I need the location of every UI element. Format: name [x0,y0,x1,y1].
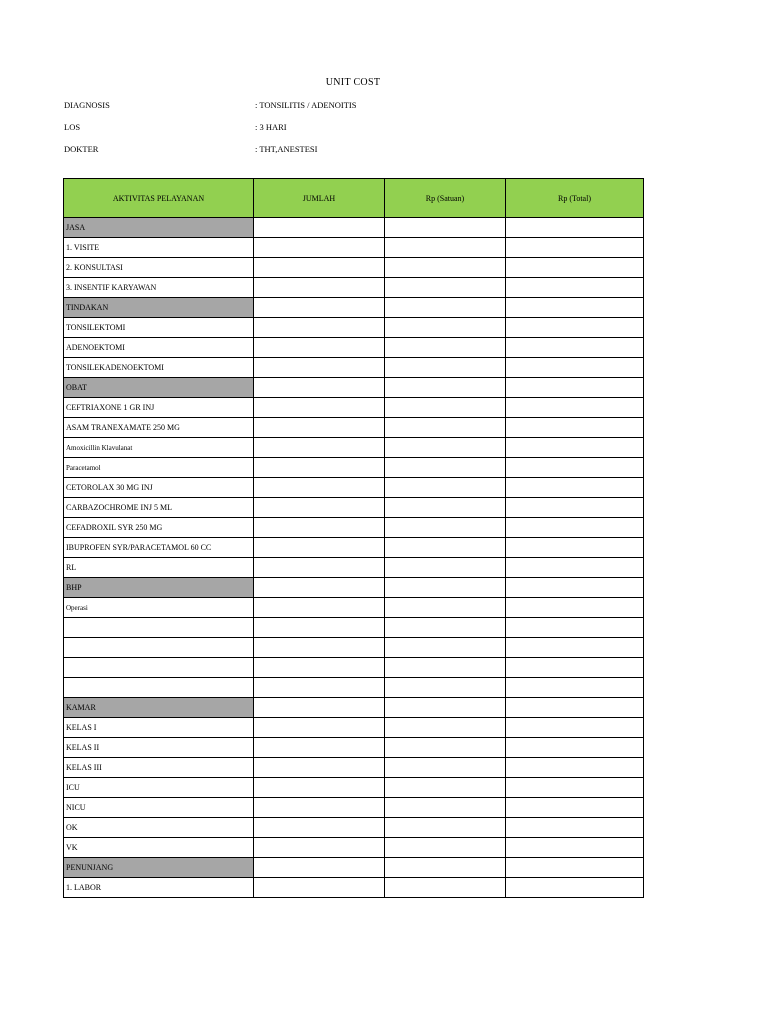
row-label [64,678,254,698]
jumlah-cell [254,498,385,518]
section-row [64,578,644,598]
row-label: 2. KONSULTASI [64,258,254,278]
rp-total-cell [506,238,644,258]
rp-total-cell [506,758,644,778]
row-label: Paracetamol [64,458,254,478]
rp-satuan-cell [385,458,506,478]
rp-total-cell [506,258,644,278]
row-label [64,618,254,638]
table-row [64,398,644,418]
rp-total-cell [506,698,644,718]
rp-total-cell [506,318,644,338]
diagnosis-value: : TONSILITIS / ADENOITIS [255,100,357,110]
row-label [64,658,254,678]
meta-dokter [64,144,664,158]
row-label: KELAS II [64,738,254,758]
rp-satuan-cell [385,518,506,538]
row-label: KELAS I [64,718,254,738]
rp-total-cell [506,398,644,418]
table-row [64,598,644,618]
rp-satuan-cell [385,858,506,878]
jumlah-cell [254,858,385,878]
section-row [64,378,644,398]
table-row [64,878,644,898]
rp-total-cell [506,658,644,678]
table-row [64,658,644,678]
row-label: NICU [64,798,254,818]
rp-satuan-cell [385,718,506,738]
row-label: CEFADROXIL SYR 250 MG [64,518,254,538]
jumlah-cell [254,418,385,438]
row-label: 1. VISITE [64,238,254,258]
rp-total-cell [506,278,644,298]
jumlah-cell [254,278,385,298]
jumlah-cell [254,878,385,898]
rp-total-cell [506,858,644,878]
rp-satuan-cell [385,638,506,658]
table-row [64,498,644,518]
section-label: PENUNJANG [64,858,254,878]
section-row [64,218,644,238]
table-row [64,338,644,358]
table-row [64,838,644,858]
section-row [64,698,644,718]
jumlah-cell [254,818,385,838]
table-row [64,318,644,338]
table-header-row [64,179,644,218]
rp-total-cell [506,518,644,538]
table-row [64,418,644,438]
rp-total-cell [506,458,644,478]
jumlah-cell [254,538,385,558]
table-row [64,538,644,558]
jumlah-cell [254,378,385,398]
document-title: UNIT COST [325,77,381,88]
rp-satuan-cell [385,218,506,238]
rp-satuan-cell [385,398,506,418]
jumlah-cell [254,758,385,778]
section-row [64,298,644,318]
rp-satuan-cell [385,878,506,898]
header-rp-satuan: Rp (Satuan) [385,179,506,218]
unit-cost-table [63,178,644,898]
rp-total-cell [506,438,644,458]
section-label: KAMAR [64,698,254,718]
row-label: IBUPROFEN SYR/PARACETAMOL 60 CC [64,538,254,558]
rp-satuan-cell [385,278,506,298]
row-label: ASAM TRANEXAMATE 250 MG [64,418,254,438]
rp-satuan-cell [385,418,506,438]
jumlah-cell [254,438,385,458]
rp-satuan-cell [385,778,506,798]
section-label: JASA [64,218,254,238]
rp-satuan-cell [385,538,506,558]
table-row [64,618,644,638]
rp-satuan-cell [385,338,506,358]
rp-satuan-cell [385,658,506,678]
row-label: VK [64,838,254,858]
rp-satuan-cell [385,838,506,858]
dokter-label: DOKTER [64,144,99,154]
table-row [64,458,644,478]
table-row [64,678,644,698]
section-row [64,858,644,878]
jumlah-cell [254,798,385,818]
rp-satuan-cell [385,798,506,818]
jumlah-cell [254,598,385,618]
table-row [64,558,644,578]
jumlah-cell [254,738,385,758]
table-row [64,438,644,458]
rp-total-cell [506,738,644,758]
header-rp-total: Rp (Total) [506,179,644,218]
rp-total-cell [506,778,644,798]
los-value: : 3 HARI [255,122,287,132]
rp-total-cell [506,218,644,238]
rp-total-cell [506,638,644,658]
section-label: TINDAKAN [64,298,254,318]
rp-satuan-cell [385,818,506,838]
table-row [64,798,644,818]
jumlah-cell [254,398,385,418]
rp-total-cell [506,498,644,518]
rp-total-cell [506,818,644,838]
table-row [64,518,644,538]
rp-satuan-cell [385,738,506,758]
rp-total-cell [506,838,644,858]
rp-total-cell [506,578,644,598]
rp-satuan-cell [385,378,506,398]
rp-total-cell [506,338,644,358]
rp-satuan-cell [385,578,506,598]
row-label: KELAS III [64,758,254,778]
rp-total-cell [506,358,644,378]
section-label: OBAT [64,378,254,398]
row-label: 1. LABOR [64,878,254,898]
jumlah-cell [254,718,385,738]
rp-satuan-cell [385,678,506,698]
row-label: TONSILEKADENOEKTOMI [64,358,254,378]
rp-satuan-cell [385,438,506,458]
rp-satuan-cell [385,618,506,638]
rp-total-cell [506,418,644,438]
row-label: ADENOEKTOMI [64,338,254,358]
jumlah-cell [254,358,385,378]
row-label: 3. INSENTIF KARYAWAN [64,278,254,298]
diagnosis-label: DIAGNOSIS [64,100,110,110]
jumlah-cell [254,218,385,238]
rp-total-cell [506,798,644,818]
jumlah-cell [254,578,385,598]
jumlah-cell [254,238,385,258]
row-label: RL [64,558,254,578]
row-label: CARBAZOCHROME INJ 5 ML [64,498,254,518]
rp-total-cell [506,878,644,898]
rp-total-cell [506,598,644,618]
rp-total-cell [506,478,644,498]
dokter-value: : THT,ANESTESI [255,144,318,154]
jumlah-cell [254,558,385,578]
header-jumlah: JUMLAH [254,179,385,218]
rp-total-cell [506,298,644,318]
jumlah-cell [254,778,385,798]
rp-total-cell [506,618,644,638]
row-label: CEFTRIAXONE 1 GR INJ [64,398,254,418]
jumlah-cell [254,478,385,498]
rp-satuan-cell [385,238,506,258]
table-row [64,478,644,498]
table-row [64,738,644,758]
rp-satuan-cell [385,558,506,578]
row-label: CETOROLAX 30 MG INJ [64,478,254,498]
rp-satuan-cell [385,358,506,378]
jumlah-cell [254,678,385,698]
table-row [64,818,644,838]
table-row [64,278,644,298]
jumlah-cell [254,338,385,358]
row-label [64,638,254,658]
rp-satuan-cell [385,258,506,278]
rp-satuan-cell [385,758,506,778]
rp-satuan-cell [385,298,506,318]
section-label: BHP [64,578,254,598]
rp-total-cell [506,538,644,558]
jumlah-cell [254,838,385,858]
table-row [64,358,644,378]
rp-satuan-cell [385,478,506,498]
jumlah-cell [254,318,385,338]
table-row [64,758,644,778]
jumlah-cell [254,658,385,678]
rp-satuan-cell [385,598,506,618]
jumlah-cell [254,638,385,658]
row-label: Operasi [64,598,254,618]
jumlah-cell [254,258,385,278]
rp-total-cell [506,678,644,698]
meta-diagnosis [64,100,664,114]
table-row [64,638,644,658]
jumlah-cell [254,458,385,478]
rp-satuan-cell [385,498,506,518]
jumlah-cell [254,298,385,318]
rp-total-cell [506,378,644,398]
row-label: ICU [64,778,254,798]
row-label: OK [64,818,254,838]
jumlah-cell [254,518,385,538]
los-label: LOS [64,122,81,132]
table-row [64,238,644,258]
header-aktivitas: AKTIVITAS PELAYANAN [64,179,254,218]
rp-total-cell [506,718,644,738]
table-row [64,258,644,278]
jumlah-cell [254,618,385,638]
row-label: Amoxicillin Klavulanat [64,438,254,458]
row-label: TONSILEKTOMI [64,318,254,338]
meta-los [64,122,664,136]
rp-satuan-cell [385,698,506,718]
jumlah-cell [254,698,385,718]
table-row [64,778,644,798]
rp-total-cell [506,558,644,578]
rp-satuan-cell [385,318,506,338]
table-row [64,718,644,738]
table-body [64,218,644,898]
